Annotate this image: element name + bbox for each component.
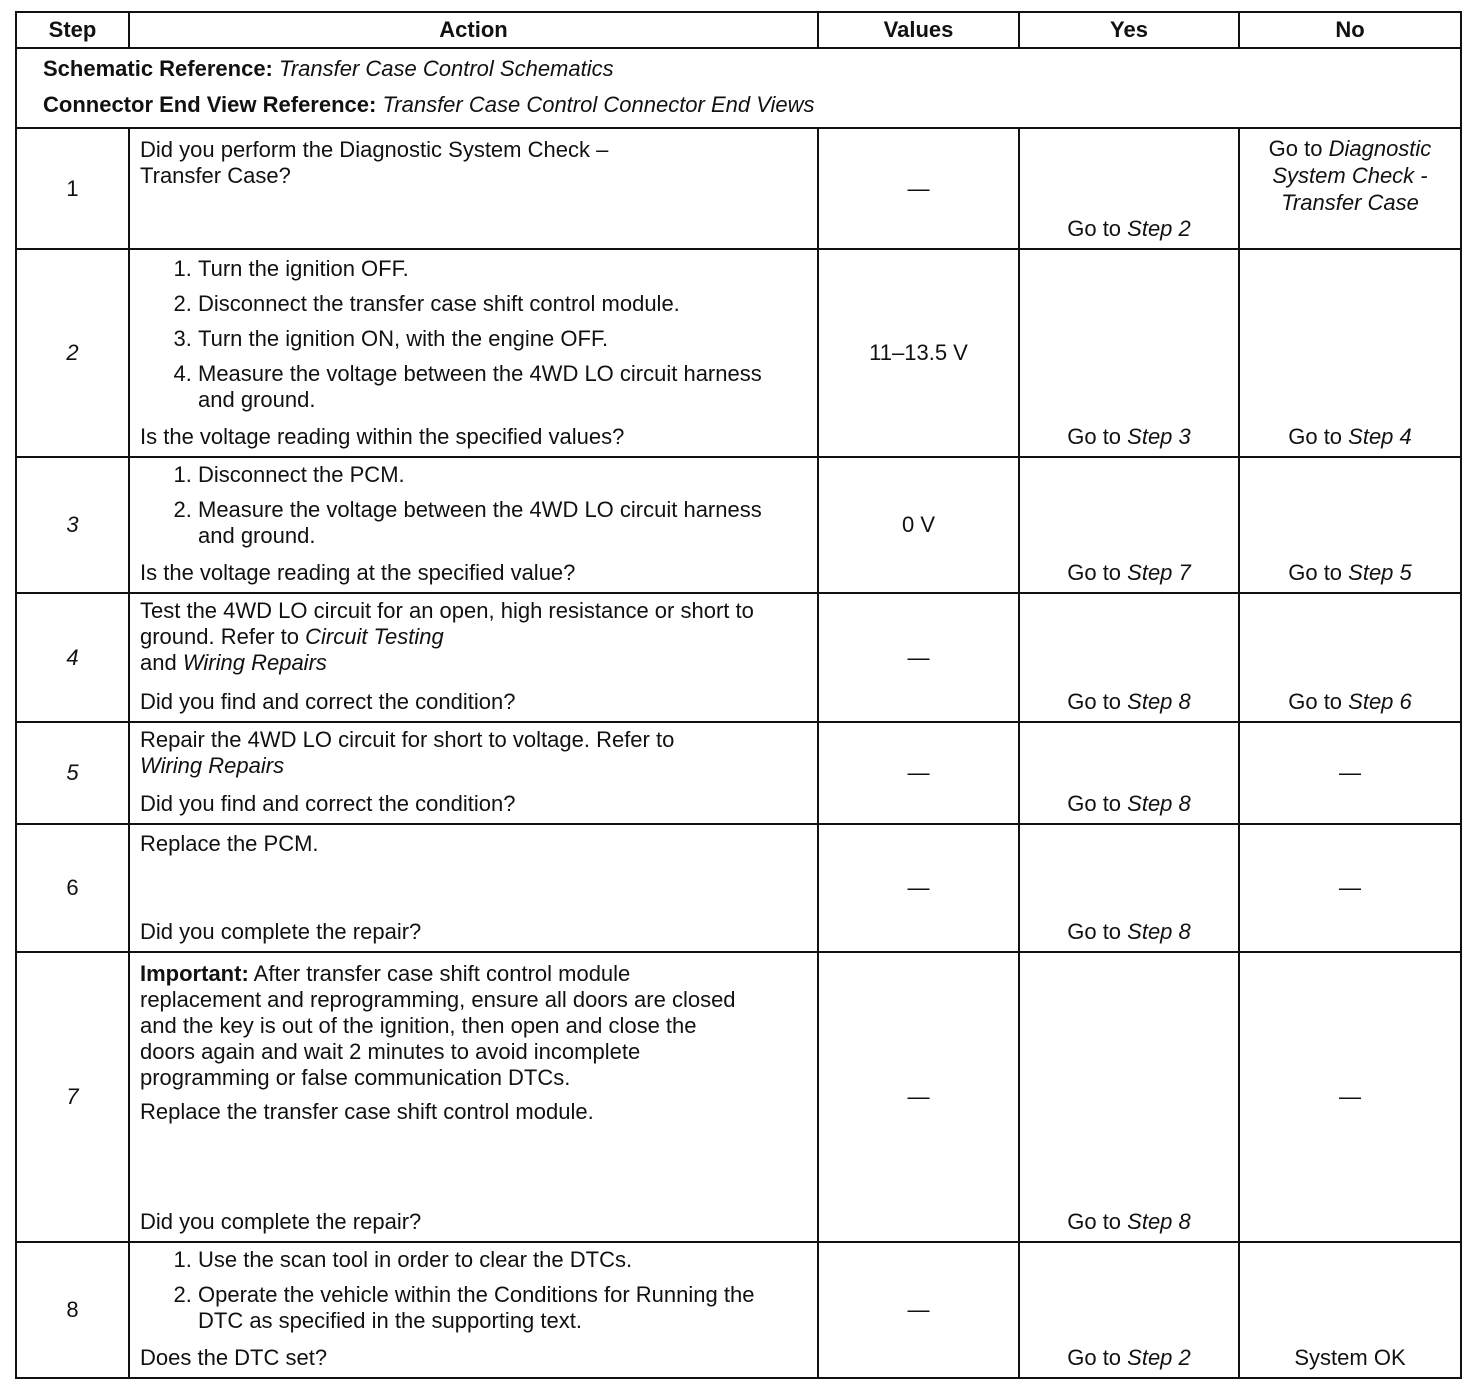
- value-cell: —: [818, 952, 1019, 1242]
- action-step-item: 2. Disconnect the transfer case shift control module.: [198, 291, 805, 317]
- goto-label: Go to: [1067, 791, 1128, 816]
- no-step-link[interactable]: Step 5: [1348, 560, 1412, 585]
- yes-cell: [1019, 593, 1239, 722]
- goto-label: Go to: [1268, 136, 1329, 161]
- no-cell: [1239, 593, 1461, 722]
- action-question: Is the voltage reading within the specified values?: [140, 424, 625, 449]
- no-cell: [1239, 722, 1461, 824]
- action-cell: [129, 722, 818, 824]
- no-value: —: [1339, 1084, 1361, 1109]
- action-text: [140, 598, 805, 676]
- value-cell: —: [818, 128, 1019, 249]
- goto-label: Go to: [1288, 689, 1349, 714]
- no-cell: [1239, 457, 1461, 593]
- connector-reference-link[interactable]: Transfer Case Control Connector End Views: [382, 92, 815, 117]
- header-row: [16, 12, 1461, 48]
- action-question: Did you find and correct the condition?: [140, 689, 516, 714]
- yes-cell: [1019, 128, 1239, 249]
- no-cell: [1239, 1242, 1461, 1378]
- yes-cell: [1019, 824, 1239, 952]
- circuit-testing-link[interactable]: Circuit Testing: [305, 624, 444, 649]
- action-cell: [129, 952, 818, 1242]
- important-text: After transfer case shift control module replacement and reprogramming, ensure all doors are closed and the key is out of the ignition, then open and close the doors again and wait 2 minutes to avoid incomplete programming or false communication DTCs.: [140, 961, 736, 1090]
- yes-step-link[interactable]: Step 8: [1127, 689, 1191, 714]
- yes-cell: [1019, 952, 1239, 1242]
- step-number: 3: [16, 457, 129, 593]
- action-text-part: and: [140, 650, 183, 675]
- yes-cell: [1019, 722, 1239, 824]
- step-number: 6: [16, 824, 129, 952]
- goto-label: Go to: [1067, 1345, 1128, 1370]
- action-step-item: 2. Measure the voltage between the 4WD LO circuit harness and ground.: [198, 497, 805, 549]
- yes-cell: [1019, 1242, 1239, 1378]
- no-cell: [1239, 952, 1461, 1242]
- no-cell: [1239, 824, 1461, 952]
- step-row-2: [16, 249, 1461, 457]
- action-step-item: 4. Measure the voltage between the 4WD LO circuit harness and ground.: [198, 361, 805, 413]
- action-text: Did you perform the Diagnostic System Check – Transfer Case?: [140, 137, 609, 188]
- no-step-link[interactable]: Step 4: [1348, 424, 1412, 449]
- action-cell: [129, 593, 818, 722]
- no-cell: [1239, 128, 1461, 249]
- header-values: Values: [818, 12, 1019, 48]
- action-step-item: 3. Turn the ignition ON, with the engine OFF.: [198, 326, 805, 352]
- step-number: 5: [16, 722, 129, 824]
- goto-label: Go to: [1067, 424, 1128, 449]
- value-cell: —: [818, 1242, 1019, 1378]
- step-row-6: [16, 824, 1461, 952]
- step-row-8: [16, 1242, 1461, 1378]
- schematic-reference-label: Schematic Reference:: [43, 56, 273, 81]
- goto-label: Go to: [1067, 216, 1128, 241]
- goto-label: Go to: [1067, 560, 1128, 585]
- action-step-item: 1. Use the scan tool in order to clear the DTCs.: [198, 1247, 805, 1273]
- action-question: Did you find and correct the condition?: [140, 791, 516, 816]
- yes-step-link[interactable]: Step 2: [1127, 1345, 1191, 1370]
- no-value: System OK: [1294, 1345, 1406, 1370]
- action-cell: [129, 1242, 818, 1378]
- reference-cell: [16, 48, 1461, 128]
- value-cell: —: [818, 593, 1019, 722]
- value-cell: 11–13.5 V: [818, 249, 1019, 457]
- header-yes: Yes: [1019, 12, 1239, 48]
- reference-row: [16, 48, 1461, 128]
- action-steps: [140, 256, 805, 413]
- no-value: —: [1339, 875, 1361, 900]
- value-cell: 0 V: [818, 457, 1019, 593]
- wiring-repairs-link[interactable]: Wiring Repairs: [140, 753, 285, 778]
- action-text: Replace the PCM.: [140, 831, 319, 856]
- yes-step-link[interactable]: Step 7: [1127, 560, 1191, 585]
- yes-step-link[interactable]: Step 2: [1127, 216, 1191, 241]
- step-row-5: [16, 722, 1461, 824]
- connector-reference-label: Connector End View Reference:: [43, 92, 377, 117]
- action-question: Did you complete the repair?: [140, 919, 422, 944]
- step-number: 8: [16, 1242, 129, 1378]
- header-action: Action: [129, 12, 818, 48]
- header-step: Step: [16, 12, 129, 48]
- step-row-7: [16, 952, 1461, 1242]
- header-no: No: [1239, 12, 1461, 48]
- yes-step-link[interactable]: Step 3: [1127, 424, 1191, 449]
- action-steps: [140, 462, 805, 549]
- important-note: [140, 961, 805, 1091]
- action-question: Does the DTC set?: [140, 1345, 328, 1370]
- goto-label: Go to: [1288, 424, 1349, 449]
- yes-step-link[interactable]: Step 8: [1127, 791, 1191, 816]
- yes-step-link[interactable]: Step 8: [1127, 919, 1191, 944]
- step-number: 7: [16, 952, 129, 1242]
- action-text-part: Test the 4WD LO circuit for an open, high resistance or short to ground. Refer to: [140, 598, 754, 649]
- action-cell: [129, 457, 818, 593]
- action-question: Is the voltage reading at the specified value?: [140, 560, 576, 585]
- step-number: 4: [16, 593, 129, 722]
- connector-reference: [43, 87, 1460, 123]
- action-cell: [129, 128, 818, 249]
- schematic-reference: [43, 51, 1460, 87]
- wiring-repairs-link[interactable]: Wiring Repairs: [182, 650, 327, 675]
- value-cell: —: [818, 824, 1019, 952]
- goto-label: Go to: [1067, 919, 1128, 944]
- action-step-item: 2. Operate the vehicle within the Conditions for Running the DTC as specified in the supporting text.: [198, 1282, 805, 1334]
- step-row-4: [16, 593, 1461, 722]
- yes-cell: [1019, 249, 1239, 457]
- action-question: Did you complete the repair?: [140, 1209, 422, 1234]
- action-text-part: Repair the 4WD LO circuit for short to voltage. Refer to: [140, 727, 675, 752]
- no-step-link[interactable]: Step 6: [1348, 689, 1412, 714]
- step-number: 1: [16, 128, 129, 249]
- yes-step-link[interactable]: Step 8: [1127, 1209, 1191, 1234]
- action-step-item: 1. Disconnect the PCM.: [198, 462, 805, 488]
- yes-cell: [1019, 457, 1239, 593]
- goto-label: Go to: [1067, 689, 1128, 714]
- schematic-reference-link[interactable]: Transfer Case Control Schematics: [279, 56, 614, 81]
- action-step-item: 1. Turn the ignition OFF.: [198, 256, 805, 282]
- value-cell: —: [818, 722, 1019, 824]
- action-text: [140, 727, 805, 779]
- important-label: Important:: [140, 961, 249, 986]
- action-text: Replace the transfer case shift control module.: [140, 1099, 594, 1124]
- no-step-link[interactable]: Diagnostic System Check - Transfer Case: [1272, 136, 1432, 215]
- no-value: —: [1339, 760, 1361, 785]
- no-cell: [1239, 249, 1461, 457]
- action-cell: [129, 824, 818, 952]
- step-row-1: [16, 128, 1461, 249]
- step-row-3: [16, 457, 1461, 593]
- action-steps: [140, 1247, 805, 1334]
- step-number: 2: [16, 249, 129, 457]
- goto-label: Go to: [1067, 1209, 1128, 1234]
- diagnostic-table: [15, 11, 1462, 1379]
- action-cell: [129, 249, 818, 457]
- goto-label: Go to: [1288, 560, 1349, 585]
